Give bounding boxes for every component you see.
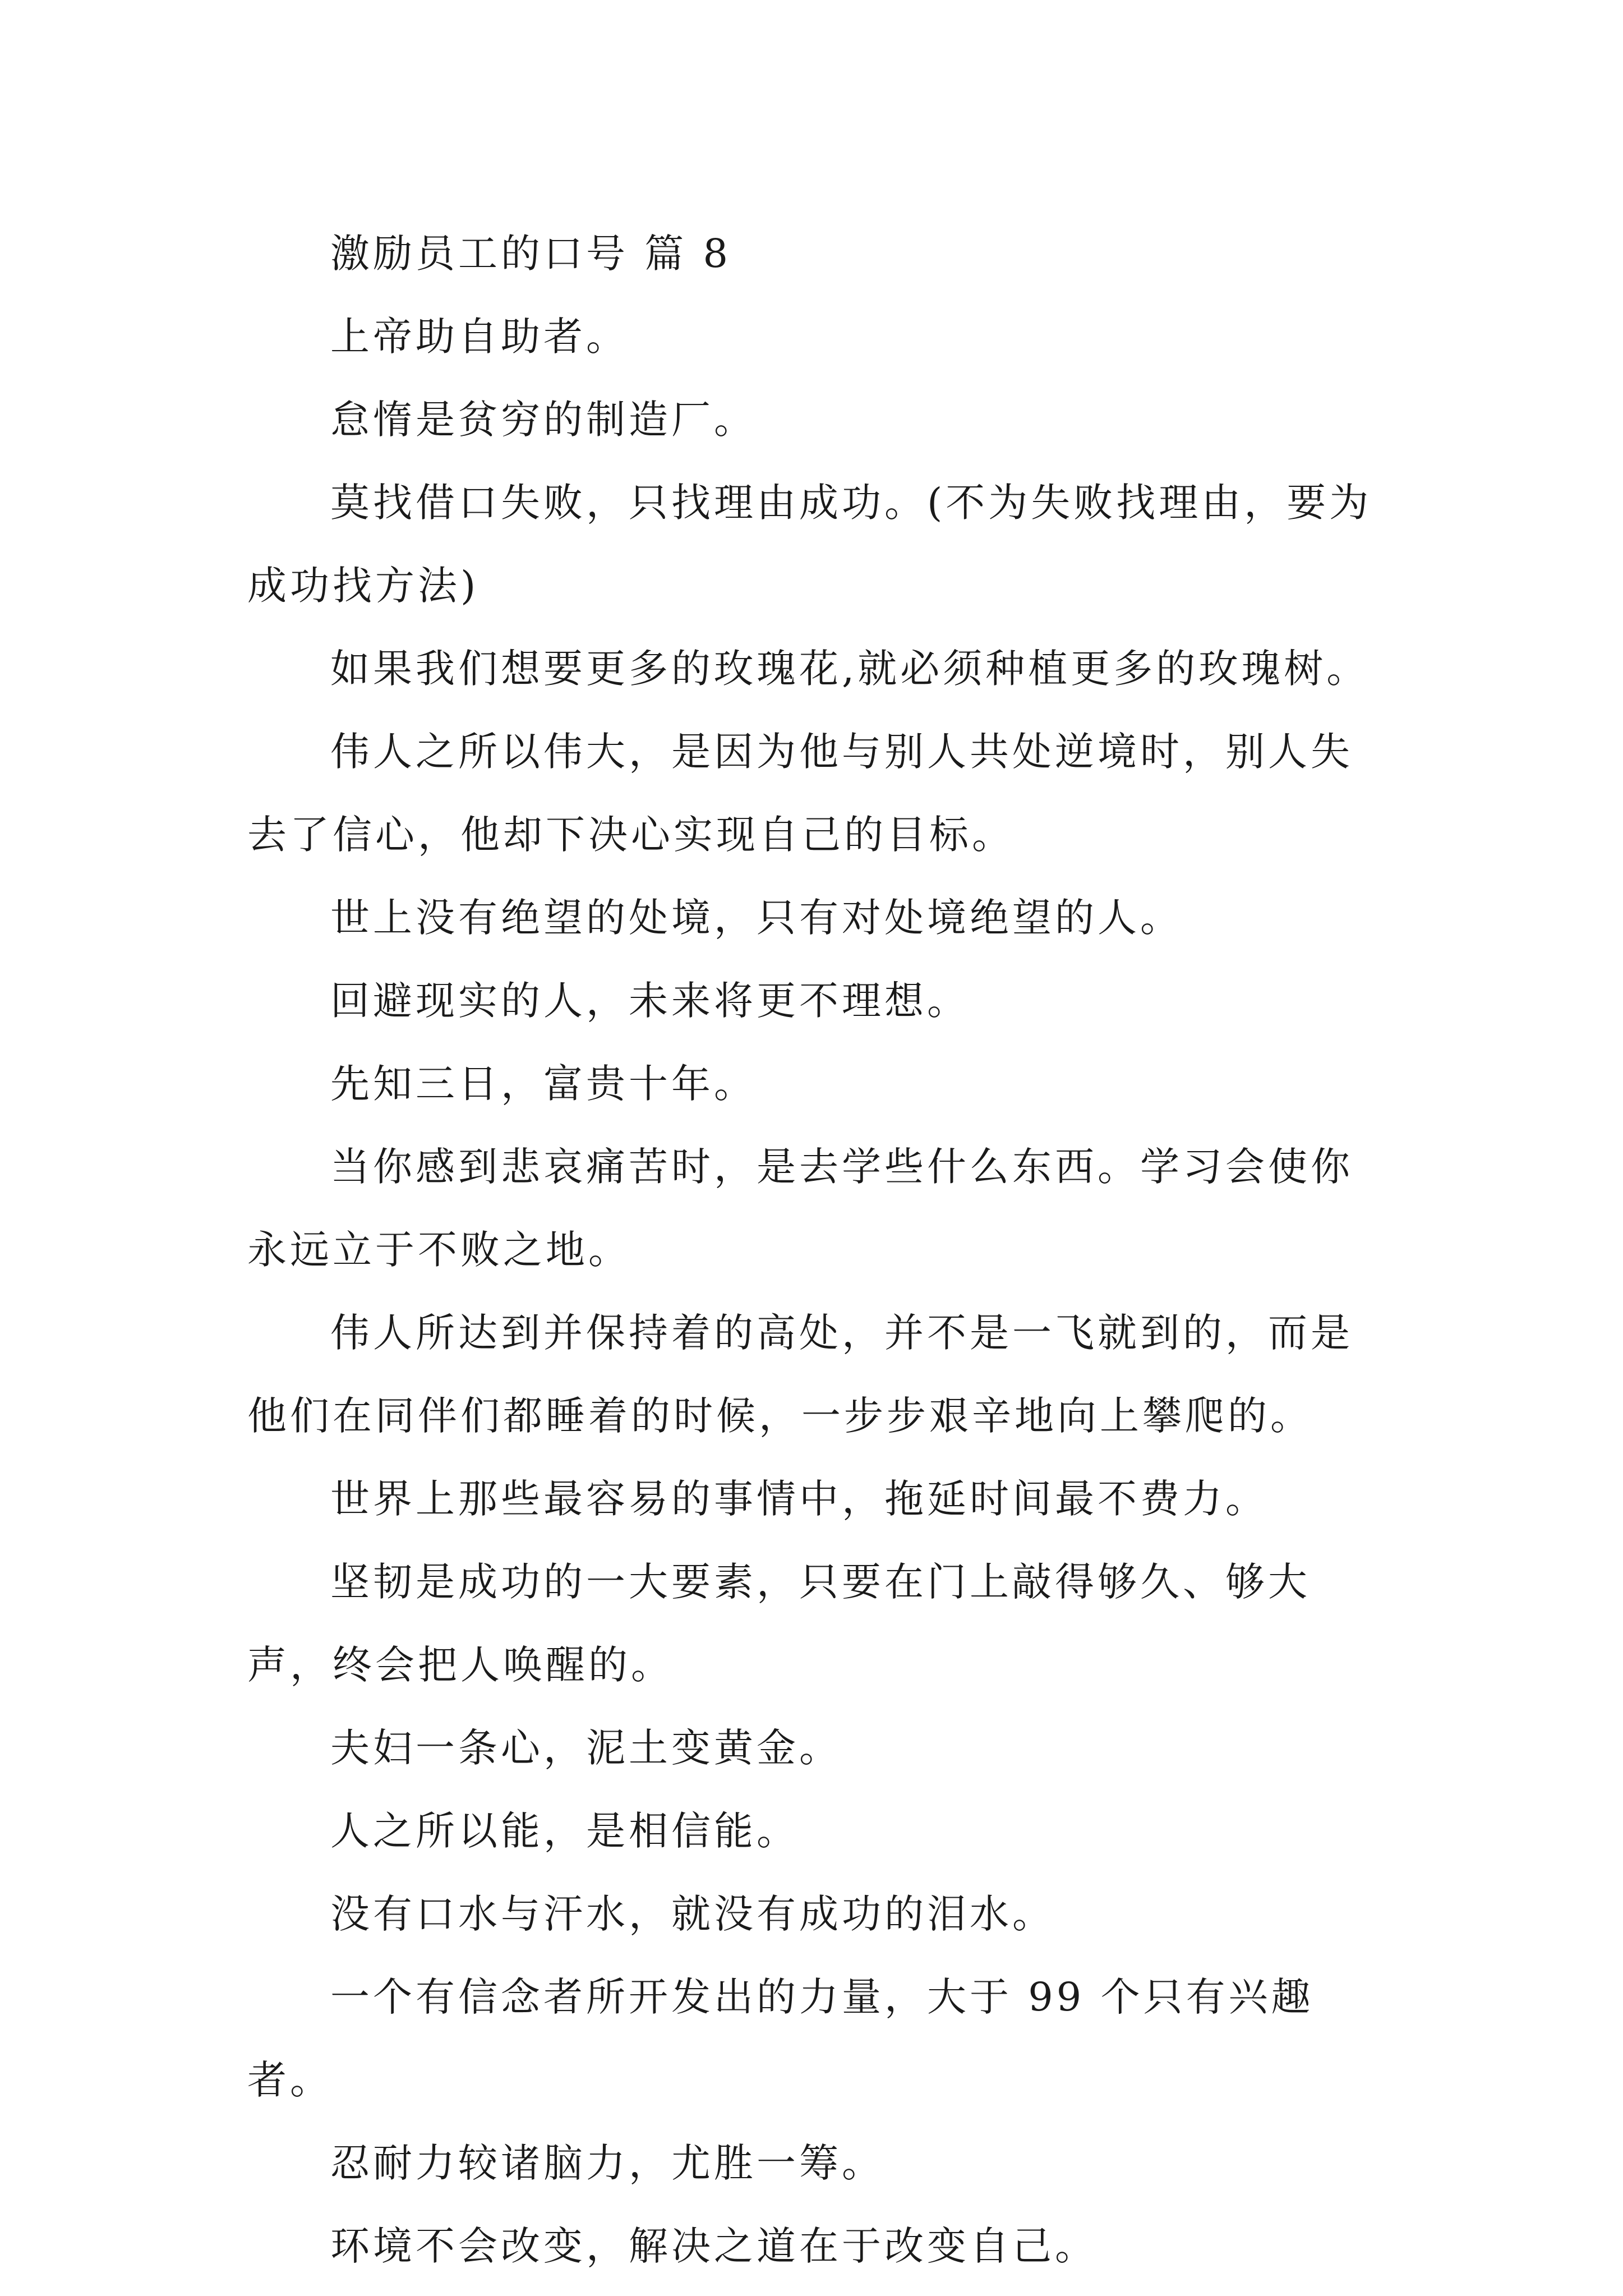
paragraph: 怠惰是贫穷的制造厂。: [330, 397, 757, 443]
paragraph: 伟人所达到并保持着的高处，并不是一飞就到的，而是他们在同伴们都睡着的时候，一步步艰辛地向上攀爬的。: [247, 1310, 1353, 1439]
document-body: [247, 212, 1391, 2288]
paragraph: 环境不会改变，解决之道在于改变自己。: [330, 2223, 1098, 2269]
paragraph: 先知三日，富贵十年。: [330, 1061, 757, 1107]
paragraph: 莫找借口失败，只找理由成功。(不为失败找理由，要为成功找方法): [247, 480, 1372, 609]
paragraph: 如果我们想要更多的玫瑰花,就必须种植更多的玫瑰树。: [330, 646, 1370, 692]
document-title: 激励员工的口号 篇 8: [330, 231, 732, 277]
paragraph: 人之所以能，是相信能。: [330, 1808, 799, 1854]
paragraph: 当你感到悲哀痛苦时，是去学些什么东西。学习会使你永远立于不败之地。: [247, 1144, 1353, 1273]
paragraph: 世界上那些最容易的事情中，拖延时间最不费力。: [330, 1476, 1268, 1522]
paragraph: 上帝助自助者。: [330, 314, 629, 360]
paragraph: 伟人之所以伟大，是因为他与别人共处逆境时，别人失去了信心，他却下决心实现自己的目标。: [247, 729, 1353, 858]
paragraph: 夫妇一条心，泥土变黄金。: [330, 1725, 842, 1771]
paragraph: 没有口水与汗水，就没有成功的泪水。: [330, 1891, 1055, 1937]
paragraph: 忍耐力较诸脑力，尤胜一筹。: [330, 2140, 884, 2186]
paragraph: 坚韧是成功的一大要素，只要在门上敲得够久、够大声，终会把人唤醒的。: [247, 1559, 1311, 1688]
paragraph: 回避现实的人，未来将更不理想。: [330, 978, 970, 1024]
paragraph: 世上没有绝望的处境，只有对处境绝望的人。: [330, 895, 1183, 941]
paragraph: 一个有信念者所开发出的力量，大于 99 个只有兴趣者。: [247, 1974, 1314, 2103]
